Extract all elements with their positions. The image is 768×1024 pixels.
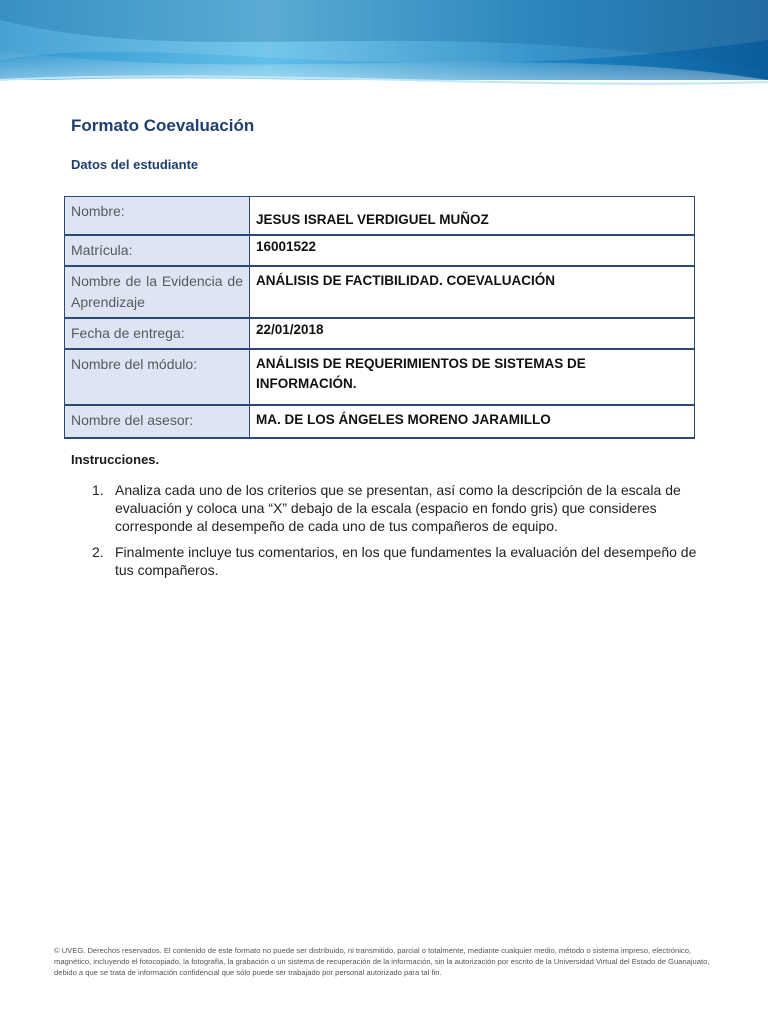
- table-row: [65, 405, 695, 438]
- table-row: [65, 197, 695, 235]
- list-text: Analiza cada uno de los criterios que se presentan, así como la descripción de la escala de evaluación y coloca una “X” debajo de la escala (espacio en fondo gris) que consideres corresponde al desempeño de cada uno de tus compañeros de equipo.: [115, 482, 681, 534]
- table-row: [65, 266, 695, 318]
- table-row: [65, 349, 695, 405]
- label-evidencia: Nombre de la Evidencia de Aprendizaje: [65, 266, 250, 318]
- list-number: 2.: [92, 544, 104, 560]
- list-item: [92, 543, 707, 579]
- header-banner: [0, 0, 768, 96]
- table-row: [65, 235, 695, 266]
- section-subtitle: Datos del estudiante: [71, 157, 199, 172]
- value-matricula: 16001522: [250, 235, 695, 266]
- list-number: 1.: [92, 482, 104, 498]
- copyright-footer: © UVEG. Derechos reservados. El contenido de este formato no puede ser distribuido, ni transmitido, parcial o totalmente, mediante cualquier medio, método o sistema impreso, electrónico, magnético, incluyendo el fotocopiado, la fotografía, la grabación o un sistema de recuperación de la información, sin la autorización por escrito de la Universidad Virtual del Estado de Guanajuato, debido a que se trata de información confidencial que sólo puede ser trabajado por personal autorizado para tal fin.: [54, 946, 710, 977]
- label-nombre: Nombre:: [65, 197, 250, 235]
- list-text: Finalmente incluye tus comentarios, en los que fundamentes la evaluación del desempeño de tus compañeros.: [115, 544, 697, 578]
- value-modulo: ANÁLISIS DE REQUERIMIENTOS DE SISTEMAS DE INFORMACIÓN.: [250, 349, 695, 405]
- value-nombre: JESUS ISRAEL VERDIGUEL MUÑOZ: [250, 197, 695, 235]
- label-asesor: Nombre del asesor:: [65, 405, 250, 438]
- table-row: [65, 318, 695, 349]
- page-title: Formato Coevaluación: [71, 116, 255, 135]
- student-info-table: [64, 196, 695, 439]
- value-asesor: MA. DE LOS ÁNGELES MORENO JARAMILLO: [250, 405, 695, 438]
- value-fecha: 22/01/2018: [250, 318, 695, 349]
- label-modulo: Nombre del módulo:: [65, 349, 250, 405]
- instructions-list: [92, 481, 707, 587]
- banner-graphic: [0, 0, 768, 96]
- value-evidencia: ANÁLISIS DE FACTIBILIDAD. COEVALUACIÓN: [250, 266, 695, 318]
- instructions-title: Instrucciones.: [71, 452, 160, 467]
- label-fecha: Fecha de entrega:: [65, 318, 250, 349]
- list-item: [92, 481, 707, 535]
- label-matricula: Matrícula:: [65, 235, 250, 266]
